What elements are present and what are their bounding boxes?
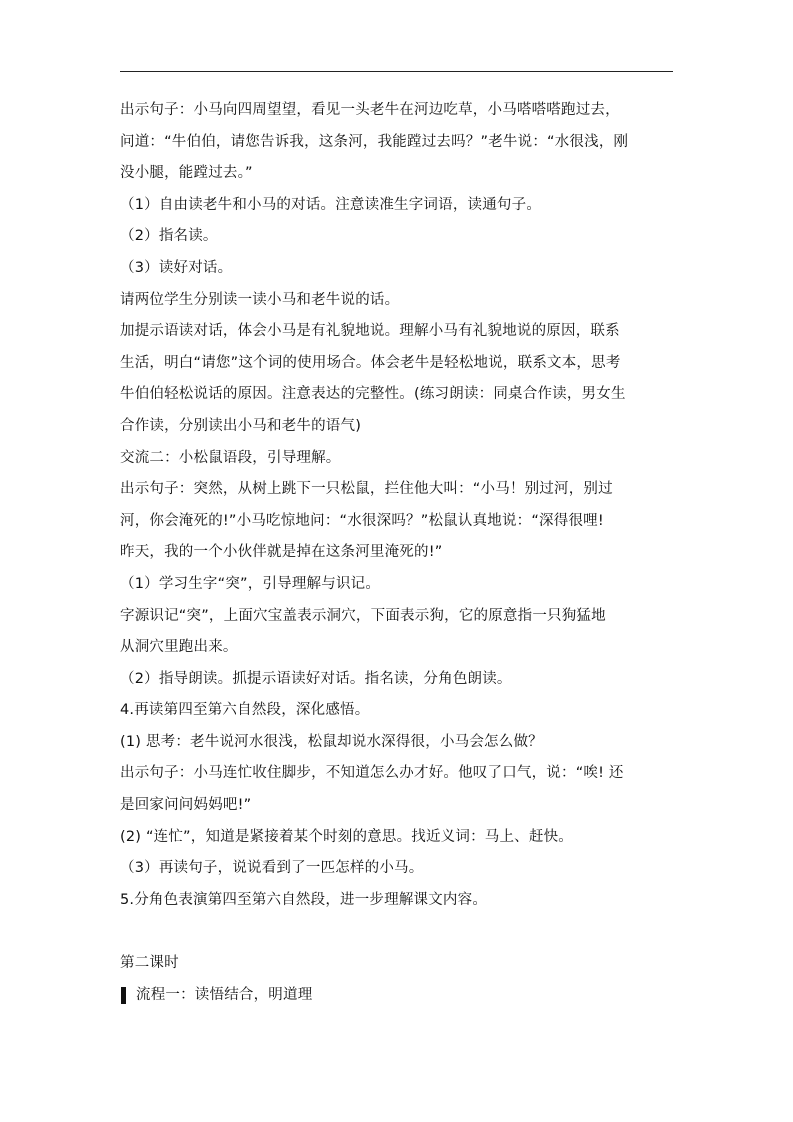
blank-line [120,916,673,948]
paragraph-line: 4.再读第四至第六自然段，深化感悟。 [120,702,370,719]
paragraph-line: 生活，明白“请您”这个词的使用场合。体会老牛是轻松地说，联系文本，思考 [120,354,621,371]
paragraph-line: （3）再读句子，说说看到了一匹怎样的小马。 [120,860,424,877]
paragraph-line: 合作读，分别读出小马和老牛的语气) [120,417,362,434]
paragraph-line: 是回家问问妈妈吧!” [120,797,252,814]
paragraph-line: （1）自由读老牛和小马的对话。注意读准生字词语，读通句子。 [120,196,542,213]
paragraph-line: 出示句子：小马向四周望望，看见一头老牛在河边吃草，小马嗒嗒嗒跑过去， [120,102,620,118]
paragraph-line: 没小腿，能蹚过去。” [120,165,253,182]
paragraph-line: 牛伯伯轻松说话的原因。注意表达的完整性。(练习朗读：同桌合作读，男女生 [120,386,626,403]
paragraph-line: 请两位学生分别读一读小马和老牛说的话。 [120,291,400,308]
paragraph-line: 交流二：小松鼠语段，引导理解。 [120,449,341,466]
paragraph-line: （1）学习生字“突”，引导理解与识记。 [120,575,381,592]
paragraph-line: 加提示语读对话，体会小马是有礼貌地说。理解小马有礼貌地说的原因，联系 [120,323,620,340]
document-body [120,95,673,1011]
paragraph-line: 问道：“牛伯伯，请您告诉我，这条河，我能蹚过去吗？”老牛说：“水很浅，刚 [120,133,629,150]
flow-heading [120,980,673,1012]
header-rule [120,71,673,72]
paragraph-line: 从洞穴里跑出来。 [120,639,238,656]
heading-bar-icon [121,987,126,1004]
paragraph-line: (1) 思考：老牛说河水很浅，松鼠却说水深得很，小马会怎么做？ [120,733,543,750]
paragraph-line: 出示句子：小马连忙收住脚步，不知道怎么办才好。他叹了口气，说：“唉! 还 [120,765,624,782]
flow-heading-text: 流程一：读悟结合，明道理 [136,986,313,1003]
paragraph-line: （2）指导朗读。抓提示语读好对话。指名读，分角色朗读。 [120,670,512,687]
paragraph-line: (2) “连忙”，知道是紧接着某个时刻的意思。找近义词：马上、赶快。 [120,828,573,845]
paragraph-line: （2）指名读。 [120,228,218,245]
paragraph-line: 昨天，我的一个小伙伴就是掉在这条河里淹死的!” [120,544,443,561]
paragraph-line: 字源识记“突”，上面穴宝盖表示洞穴，下面表示狗，它的原意指一只狗猛地 [120,607,606,624]
paragraph-line: 出示句子：突然，从树上跳下一只松鼠，拦住他大叫：“小马！别过河，别过 [120,481,613,498]
paragraph-line: 河，你会淹死的!”小马吃惊地问：“水很深吗？”松鼠认真地说：“深得很哩! [120,512,604,529]
paragraph-line: （3）读好对话。 [120,259,233,276]
section-title: 第二课时 [120,955,179,972]
paragraph-line: 5.分角色表演第四至第六自然段，进一步理解课文内容。 [120,891,488,908]
